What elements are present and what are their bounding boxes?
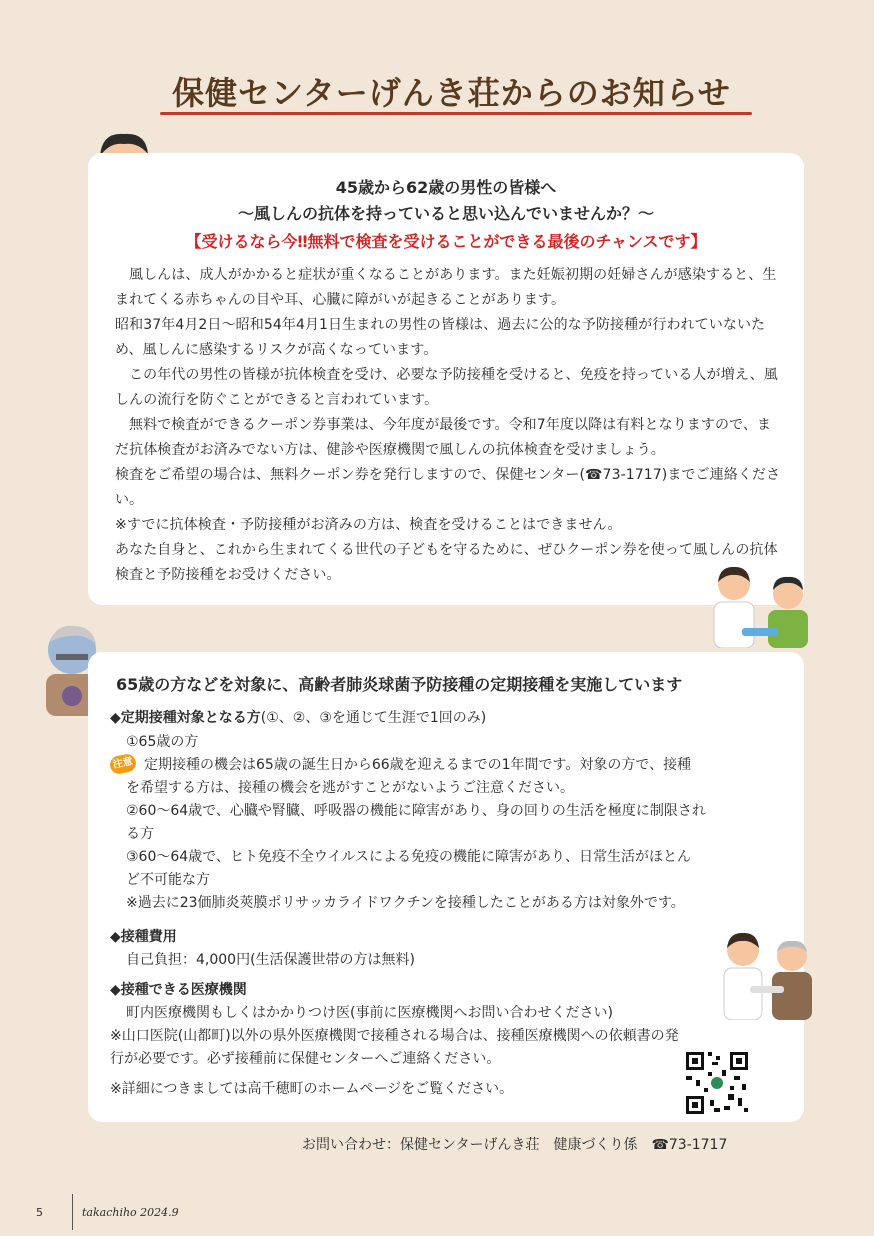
nurse-child-vaccination-illustration <box>712 562 812 648</box>
rubella-paragraph-4: 無料で検査ができるクーポン券事業は、今年度が最後です。令和7年度以降は有料となりますので、まだ抗体検査がお済みでない方は、健診や医療機関で風しんの抗体検査を受けましょう。 <box>115 417 772 458</box>
cost-heading: ◆接種費用 <box>110 929 177 945</box>
item1-note-line-2: を希望する方は、接種の機会を逃がすことがないようご注意ください。 <box>126 780 574 796</box>
clinic-note-line-2: 行が必要です。必ず接種前に保健センターへご連絡ください。 <box>110 1051 501 1067</box>
target-heading-row <box>110 706 486 730</box>
rubella-heading-1: 45歳から62歳の男性の皆様へ <box>335 178 557 197</box>
footer-divider <box>72 1194 73 1230</box>
target-heading: ◆定期接種対象となる方 <box>110 710 261 726</box>
rubella-paragraph-1: 風しんは、成人がかかると症状が重くなることがあります。また妊娠初期の妊婦さんが感染すると、生まれてくる赤ちゃんの目や耳、心臓に障がいが起きることがあります。 <box>115 267 777 308</box>
details-note: ※詳細につきましては高千穂町のホームページをご覧ください。 <box>110 1081 514 1097</box>
rubella-paragraph-5: 検査をご希望の場合は、無料クーポン券を発行しますので、保健センター(☎73-1717)までご連絡ください。 <box>115 467 781 508</box>
clinic-text: 町内医療機関もしくはかかりつけ医(事前に医療機関へお問い合わせください) <box>126 1005 613 1021</box>
rubella-heading-2: ～風しんの抗体を持っていると思い込んでいませんか？～ <box>237 204 654 223</box>
pneumococcal-section-card <box>88 652 804 1122</box>
clinic-note-line-1: ※山口医院(山都町)以外の県外医療機関で接種される場合は、接種医療機関への依頼書の発 <box>110 1028 679 1044</box>
rubella-section-card <box>88 153 804 605</box>
item1-note-line-1: 定期接種の機会は65歳の誕生日から66歳を迎えるまでの1年間です。対象の方で、接種 <box>144 757 692 773</box>
clinic-heading: ◆接種できる医療機関 <box>110 982 247 998</box>
nurse-elderly-vaccination-illustration <box>722 920 814 1020</box>
target-item-1: ①65歳の方 <box>126 734 199 750</box>
rubella-paragraph-6: ※すでに抗体検査・予防接種がお済みの方は、検査を受けることはできません。 <box>115 517 622 533</box>
target-item-3-line-2: ど不可能な方 <box>126 872 210 888</box>
target-item-3-line-1: ③60～64歳で、ヒト免疫不全ウイルスによる免疫の機能に障害があり、日常生活がほとん <box>126 849 692 865</box>
exclusion-note: ※過去に23価肺炎莢膜ポリサッカライドワクチンを接種したことがある方は対象外です。 <box>126 895 685 911</box>
contact-info: お問い合わせ：保健センターげんき荘 健康づくり係 ☎73-1717 <box>302 1137 728 1153</box>
page-title: 保健センターげんき荘からのお知らせ <box>172 74 731 112</box>
caution-badge: 注意 <box>108 752 137 775</box>
target-note: (①、②、③を通じて生涯で1回のみ) <box>260 710 487 726</box>
item1-note-row <box>111 753 692 777</box>
target-item-2-line-1: ②60～64歳で、心臓や腎臓、呼吸器の機能に障害があり、身の回りの生活を極度に制限され <box>126 803 706 819</box>
page-number: 5 <box>36 1206 43 1219</box>
cost-text: 自己負担：4,000円(生活保護世帯の方は無料) <box>126 952 416 968</box>
target-item-2-line-2: る方 <box>126 826 154 842</box>
title-underline <box>160 112 752 115</box>
rubella-heading-3: 【受けるなら今‼無料で検査を受けることができる最後のチャンスです】 <box>185 232 707 251</box>
qr-code[interactable] <box>684 1050 750 1116</box>
publication-brand: takachiho 2024.9 <box>82 1206 179 1219</box>
pneumococcal-title: 65歳の方などを対象に、高齢者肺炎球菌予防接種の定期接種を実施しています <box>116 675 683 694</box>
rubella-paragraph-7: あなた自身と、これから生まれてくる世代の子どもを守るために、ぜひクーポン券を使って風しんの抗体検査と予防接種をお受けください。 <box>115 542 778 583</box>
rubella-paragraph-3: この年代の男性の皆様が抗体検査を受け、必要な予防接種を受けると、免疫を持っている人が増え、風しんの流行を防ぐことができると言われています。 <box>115 367 778 408</box>
rubella-paragraph-2: 昭和37年4月2日～昭和54年4月1日生まれの男性の皆様は、過去に公的な予防接種が行われていないため、風しんに感染するリスクが高くなっています。 <box>115 317 766 358</box>
